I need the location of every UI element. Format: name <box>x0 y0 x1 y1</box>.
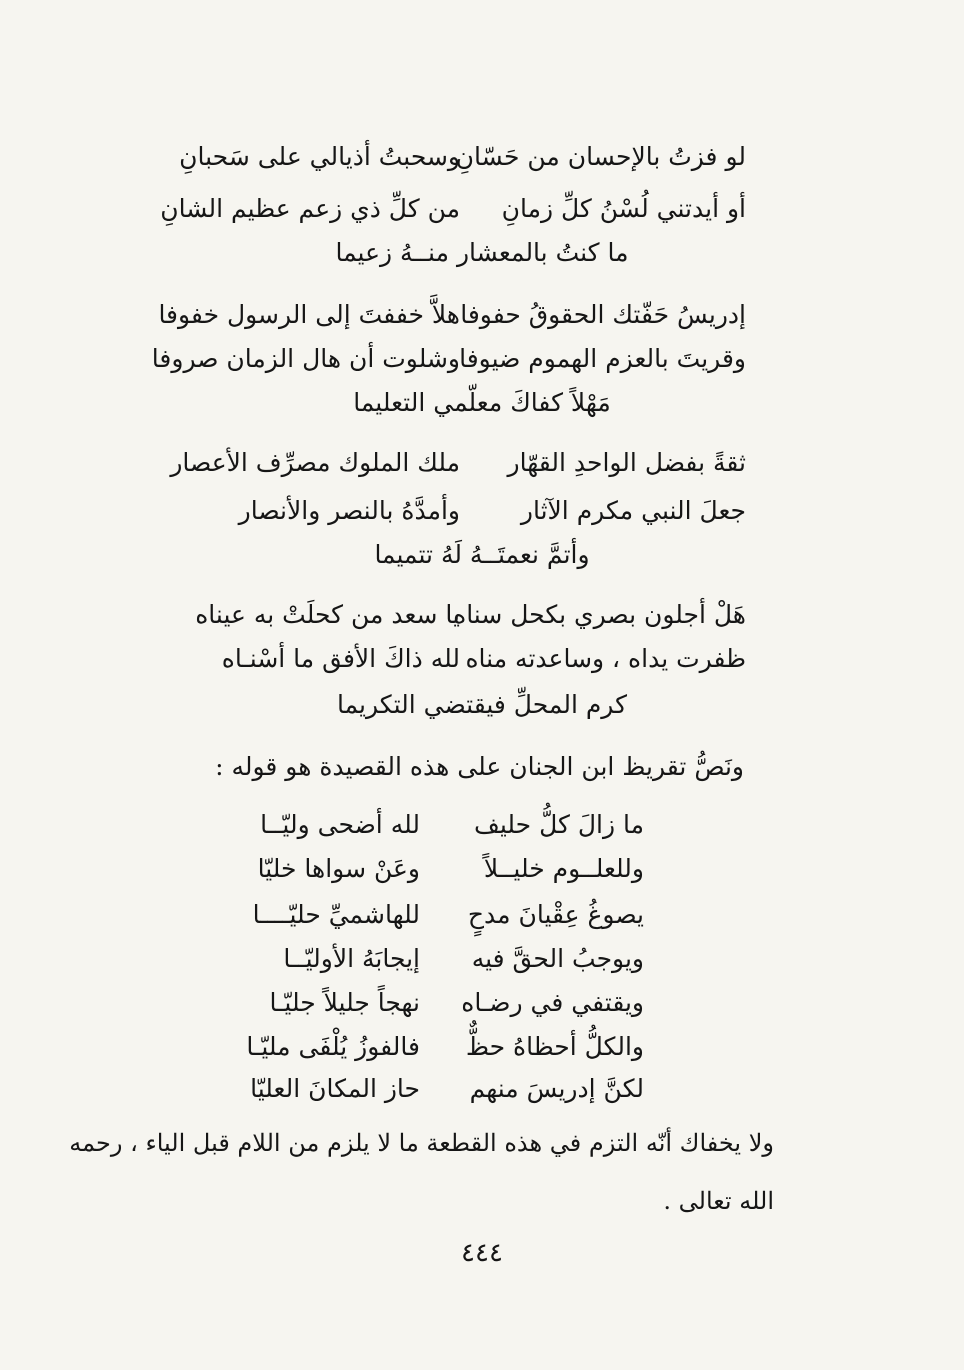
verse-hemistich: وقريتَ بالعزم الهموم ضيوفا <box>459 344 746 373</box>
short-verse-hemistich: ويقتفي في رضـاه <box>461 988 644 1017</box>
short-verse-hemistich: ويوجبُ الحقَّ فيه <box>471 944 644 973</box>
verse-hemistich: إدريسُ حَفّتك الحقوقُ حفوفا <box>460 300 746 329</box>
stanza-refrain: كرم المحلِّ فيقتضي التكريما <box>336 690 628 719</box>
verse-hemistich: ملك الملوك مصرِّف الأعصار <box>170 448 460 477</box>
verse-hemistich: وأمدَّهُ بالنصر والأنصار <box>238 496 460 525</box>
short-verse-hemistich: لكنَّ إدريسَ منهم <box>469 1074 644 1103</box>
stanza-refrain: ما كنتُ بالمعشار منــهُ زعيما <box>335 238 629 267</box>
short-verse-hemistich: وعَنْ سواها خليّا <box>257 854 420 883</box>
stanza-refrain: وأتمَّ نعمتَــهُ لَهُ تتميما <box>374 540 590 569</box>
intro-line: ونَصُّ تقريظ ابن الجنان على هذه القصيدة هو قوله : <box>215 752 744 781</box>
short-verse-hemistich: فالفوزُ يُلْفَى مليّـا <box>246 1032 420 1061</box>
short-verse-hemistich: حاز المكانَ العليّا <box>250 1074 420 1103</box>
verse-hemistich: لو فزتُ بالإحسان من حَسّانِ <box>455 142 746 171</box>
verse-hemistich: هلاَّ خففتَ إلى الرسول خفوفا <box>158 300 460 329</box>
short-verse-hemistich: لله أضحى وليّــا <box>260 810 420 839</box>
verse-hemistich: وسحبتُ أذيالي على سَحبانِ <box>179 142 460 171</box>
short-verse-hemistich: إيجابَهُ الأوليّــا <box>283 944 420 973</box>
verse-hemistich: هَلْ أجلون بصري بكحل سناه <box>453 600 746 629</box>
verse-hemistich: يا سعد من كحلَتْ به عيناه <box>195 600 460 629</box>
verse-hemistich: أو أيدتني لُسْنُ كلِّ زمانِ <box>501 194 746 223</box>
short-verse-hemistich: والكلُّ أحظاهُ حظٌّ <box>465 1032 644 1061</box>
closing-line: الله تعالى . <box>663 1187 774 1215</box>
closing-line: ولا يخفاك أنّه التزم في هذه القطعة ما لا يلزم من اللام قبل الياء ، رحمه <box>69 1129 774 1157</box>
short-verse-hemistich: نهجاً جليلاً جليّـا <box>269 988 420 1017</box>
short-verse-hemistich: يصوغُ عِقْيانَ مدحٍ <box>467 900 644 929</box>
stanza-refrain: مَهْلاً كفاكَ معلّمي التعليما <box>353 388 611 417</box>
page-number: ٤٤٤ <box>461 1238 503 1268</box>
verse-hemistich: جعلَ النبي مكرم الآثار <box>520 496 746 525</box>
verse-hemistich: وشلوت أن هال الزمان صروفا <box>151 344 460 373</box>
verse-hemistich: ثقةً بفضل الواحدِ القهّار <box>507 448 746 477</box>
verse-hemistich: لله ذاكَ الأفق ما أسْنـاه <box>221 644 460 673</box>
short-verse-hemistich: للهاشميِّ حليّــــا <box>252 900 420 929</box>
short-verse-hemistich: وللعلــوم خليــلاً <box>483 854 644 883</box>
verse-hemistich: ظفرت يداه ، وساعدته مناه <box>465 644 746 673</box>
short-verse-hemistich: ما زالَ كلُّ حليف <box>473 810 644 839</box>
verse-hemistich: من كلِّ ذي زعم عظيم الشانِ <box>160 194 460 223</box>
